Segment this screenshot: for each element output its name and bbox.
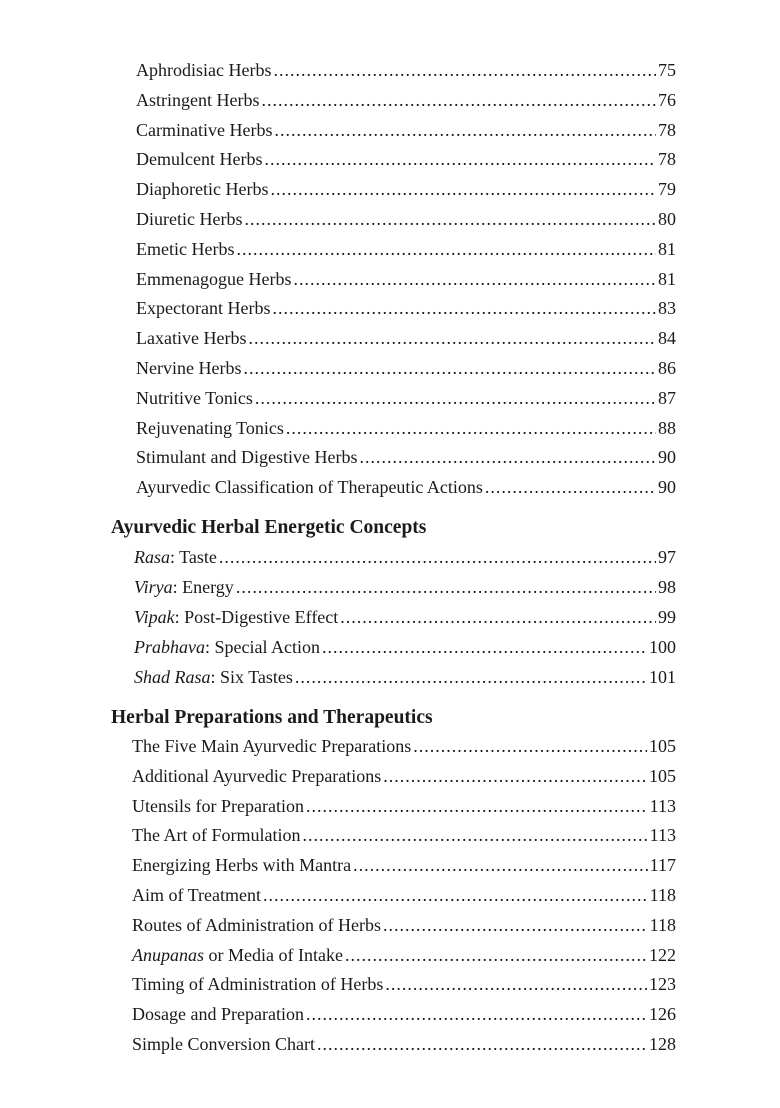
- entry-title-text: Carminative Herbs: [136, 120, 273, 140]
- entry-title-italic: Shad Rasa: [134, 667, 211, 687]
- entry-title: [136, 268, 291, 290]
- dot-leader: [274, 119, 656, 141]
- entry-title: [134, 666, 293, 688]
- dot-leader: [295, 666, 647, 688]
- toc-entry[interactable]: [134, 576, 676, 598]
- dot-leader: [263, 884, 648, 906]
- toc-entry[interactable]: [136, 417, 676, 439]
- dot-leader: [345, 944, 647, 966]
- toc-entry[interactable]: [136, 357, 676, 379]
- page-number: 113: [649, 825, 676, 845]
- toc-entry[interactable]: [136, 89, 676, 111]
- dot-leader: [293, 268, 656, 290]
- page-number: 105: [649, 736, 676, 756]
- dot-leader: [306, 795, 648, 817]
- toc-entry[interactable]: [132, 854, 676, 876]
- toc-entry[interactable]: [136, 297, 676, 319]
- dot-leader: [485, 476, 656, 498]
- entry-title-text: Timing of Administration of Herbs: [132, 974, 384, 994]
- dot-leader: [317, 1033, 647, 1055]
- entry-title-text: Energizing Herbs with Mantra: [132, 855, 352, 875]
- toc-entry[interactable]: [136, 119, 676, 141]
- entry-title-text: Astringent Herbs: [136, 90, 260, 110]
- page-number: 79: [658, 179, 676, 199]
- entry-title-text: Nutritive Tonics: [136, 388, 253, 408]
- page-number: 78: [658, 149, 676, 169]
- toc-entry[interactable]: [132, 1033, 676, 1055]
- dot-leader: [236, 576, 656, 598]
- entry-title: [136, 148, 262, 170]
- entry-title: [136, 297, 270, 319]
- entry-title-text: Utensils for Preparation: [132, 796, 304, 816]
- toc-entry[interactable]: [136, 208, 676, 230]
- page-number: 75: [658, 60, 676, 80]
- page-number: 83: [658, 298, 676, 318]
- dot-leader: [385, 973, 647, 995]
- dot-leader: [302, 824, 647, 846]
- dot-leader: [244, 208, 656, 230]
- page-number: 117: [649, 855, 676, 875]
- dot-leader: [219, 546, 656, 568]
- entry-title: [136, 357, 241, 379]
- entry-title-italic: Vipak: [134, 607, 175, 627]
- entry-title-text: Nervine Herbs: [136, 358, 242, 378]
- entry-title: [132, 795, 304, 817]
- entry-title: [132, 914, 381, 936]
- entry-title-text: Dosage and Preparation: [132, 1004, 304, 1024]
- toc-entry[interactable]: [136, 238, 676, 260]
- page-number: 113: [649, 796, 676, 816]
- entry-title-text: : Six Tastes: [210, 667, 293, 687]
- entry-title: [136, 446, 357, 468]
- toc-entry[interactable]: [136, 268, 676, 290]
- entry-title: [132, 944, 343, 966]
- entry-title-text: Diaphoretic Herbs: [136, 179, 269, 199]
- dot-leader: [255, 387, 656, 409]
- page-number: 97: [658, 547, 676, 567]
- entry-title: [134, 546, 217, 568]
- page-number: 90: [658, 477, 676, 497]
- entry-title-text: The Five Main Ayurvedic Preparations: [132, 736, 412, 756]
- dot-leader: [286, 417, 656, 439]
- toc-entry[interactable]: [134, 606, 676, 628]
- page-number: 81: [658, 239, 676, 259]
- page-number: 126: [649, 1004, 676, 1024]
- page-number: 76: [658, 90, 676, 110]
- entry-title: [136, 327, 246, 349]
- entry-title-text: : Post-Digestive Effect: [174, 607, 339, 627]
- toc-entry[interactable]: [132, 944, 676, 966]
- entry-title-text: : Special Action: [205, 637, 320, 657]
- entry-title-text: Additional Ayurvedic Preparations: [132, 766, 382, 786]
- entry-title: [132, 735, 411, 757]
- toc-entry[interactable]: [134, 546, 676, 568]
- section-heading: Ayurvedic Herbal Energetic Concepts: [111, 517, 427, 538]
- page-number: 105: [649, 766, 676, 786]
- entry-title-italic: Virya: [134, 577, 173, 597]
- entry-title: [136, 89, 259, 111]
- page-number: 88: [658, 418, 676, 438]
- dot-leader: [413, 735, 647, 757]
- entry-title-text: Stimulant and Digestive Herbs: [136, 447, 358, 467]
- entry-title-text: Routes of Administration of Herbs: [132, 915, 381, 935]
- toc-entry[interactable]: [132, 824, 676, 846]
- entry-title-italic: Rasa: [134, 547, 170, 567]
- entry-title-text: Emmenagogue Herbs: [136, 269, 292, 289]
- page-number: 86: [658, 358, 676, 378]
- entry-title-text: Aphrodisiac Herbs: [136, 60, 272, 80]
- dot-leader: [340, 606, 656, 628]
- entry-title: [136, 119, 272, 141]
- entry-title-text: : Taste: [170, 547, 217, 567]
- page-number: 84: [658, 328, 676, 348]
- entry-title: [132, 765, 381, 787]
- toc-entry[interactable]: [136, 59, 676, 81]
- page-number: 123: [649, 974, 676, 994]
- dot-leader: [264, 148, 656, 170]
- toc-entry[interactable]: [136, 327, 676, 349]
- entry-title: [132, 1003, 304, 1025]
- entry-title-text: Expectorant Herbs: [136, 298, 271, 318]
- page-number: 81: [658, 269, 676, 289]
- toc-entry[interactable]: [134, 636, 676, 658]
- entry-title: [132, 854, 351, 876]
- page-number: 122: [649, 945, 676, 965]
- section-heading: Herbal Preparations and Therapeutics: [111, 707, 433, 728]
- entry-title: [136, 178, 268, 200]
- page-number: 99: [658, 607, 676, 627]
- toc-entry[interactable]: [132, 914, 676, 936]
- entry-title: [132, 1033, 315, 1055]
- toc-entry[interactable]: [134, 666, 676, 688]
- toc-entry[interactable]: [136, 148, 676, 170]
- dot-leader: [359, 446, 656, 468]
- page-number: 118: [649, 915, 676, 935]
- entry-title: [132, 884, 261, 906]
- entry-title-text: Laxative Herbs: [136, 328, 247, 348]
- dot-leader: [272, 297, 656, 319]
- page-number: 90: [658, 447, 676, 467]
- entry-title: [136, 208, 242, 230]
- entry-title: [134, 606, 338, 628]
- entry-title-text: The Art of Formulation: [132, 825, 301, 845]
- entry-title: [132, 824, 300, 846]
- entry-title: [136, 387, 253, 409]
- entry-title-text: Emetic Herbs: [136, 239, 235, 259]
- dot-leader: [270, 178, 656, 200]
- page-number: 100: [649, 637, 676, 657]
- entry-title: [134, 636, 320, 658]
- entry-title: [134, 576, 234, 598]
- dot-leader: [322, 636, 647, 658]
- entry-title-text: Simple Conversion Chart: [132, 1034, 315, 1054]
- entry-title: [132, 973, 383, 995]
- entry-title-text: or Media of Intake: [204, 945, 343, 965]
- toc-entry[interactable]: [132, 765, 676, 787]
- entry-title: [136, 238, 234, 260]
- dot-leader: [273, 59, 656, 81]
- entry-title-text: Diuretic Herbs: [136, 209, 243, 229]
- dot-leader: [383, 765, 647, 787]
- entry-title-italic: Prabhava: [134, 637, 205, 657]
- dot-leader: [383, 914, 648, 936]
- entry-title-text: : Energy: [172, 577, 234, 597]
- toc-entry[interactable]: [132, 973, 676, 995]
- toc-entry[interactable]: [136, 178, 676, 200]
- dot-leader: [248, 327, 656, 349]
- dot-leader: [306, 1003, 647, 1025]
- page-number: 118: [649, 885, 676, 905]
- dot-leader: [353, 854, 648, 876]
- entry-title: [136, 476, 483, 498]
- toc-entry[interactable]: [132, 1003, 676, 1025]
- entry-title-text: Aim of Treatment: [132, 885, 261, 905]
- entry-title-italic: Anupanas: [132, 945, 204, 965]
- entry-title: [136, 417, 284, 439]
- page-number: 101: [649, 667, 676, 687]
- toc-entry[interactable]: [136, 446, 676, 468]
- page-number: 78: [658, 120, 676, 140]
- entry-title-text: Rejuvenating Tonics: [136, 418, 284, 438]
- toc-entry[interactable]: [136, 476, 676, 498]
- dot-leader: [236, 238, 656, 260]
- toc-entry[interactable]: [136, 387, 676, 409]
- dot-leader: [261, 89, 656, 111]
- dot-leader: [243, 357, 656, 379]
- entry-title: [136, 59, 271, 81]
- page-number: 87: [658, 388, 676, 408]
- toc-entry[interactable]: [132, 795, 676, 817]
- page-number: 80: [658, 209, 676, 229]
- page-number: 128: [649, 1034, 676, 1054]
- entry-title-text: Demulcent Herbs: [136, 149, 263, 169]
- entry-title-text: Ayurvedic Classification of Therapeutic Actions: [136, 477, 483, 497]
- toc-entry[interactable]: [132, 735, 676, 757]
- toc-entry[interactable]: [132, 884, 676, 906]
- page-number: 98: [658, 577, 676, 597]
